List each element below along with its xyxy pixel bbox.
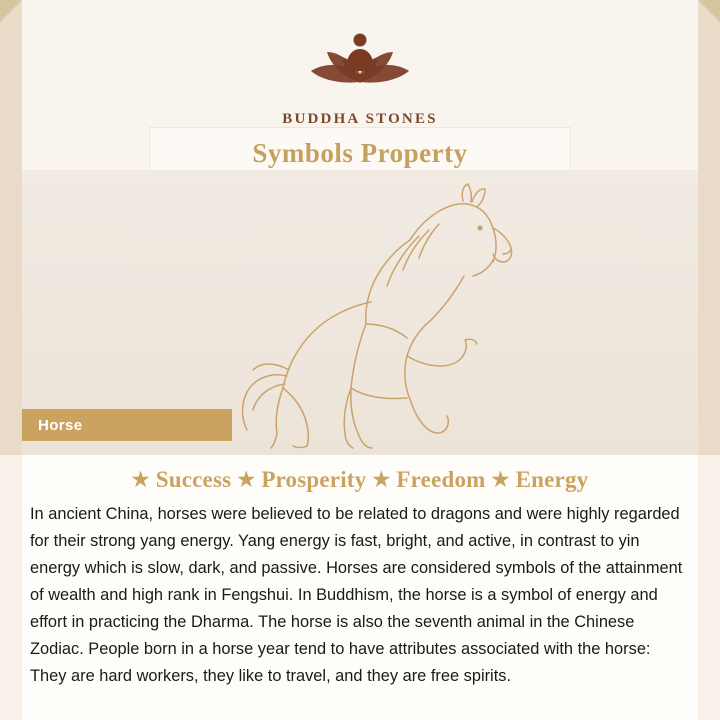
star-icon: ★: [491, 469, 510, 491]
decorative-right-band: [698, 186, 720, 455]
keyword-success: Success: [155, 467, 232, 492]
decorative-corner-top-left: [0, 0, 22, 22]
symbol-label-text: Horse: [38, 416, 83, 434]
symbol-label-tab: [22, 409, 232, 441]
content-panel: [22, 455, 698, 720]
brand-logo: [0, 26, 720, 128]
keyword-energy: Energy: [515, 467, 589, 492]
star-icon: ★: [237, 469, 256, 491]
keyword-list: [22, 467, 698, 493]
keyword-prosperity: Prosperity: [261, 467, 367, 492]
description-paragraph: In ancient China, horses were believed to be related to dragons and were highly regarded for their strong yang energy. Yang energy is fast, bright, and active, in contrast to yin energy which is slow, dark, and passive. Horses are considered symbols of the attainment of wealth and high rank in Fengshui. In Buddhism, the horse is a symbol of energy and effort in practicing the Dharma. The horse is also the seventh animal in the Chinese Zodiac. People born in a horse year tend to have attributes associated with the horse: They are hard workers, they like to travel, and they are free spirits.: [30, 505, 683, 685]
keyword-freedom: Freedom: [396, 467, 486, 492]
brand-name: BUDDHA STONES: [282, 111, 438, 127]
star-icon: ★: [372, 469, 391, 491]
decorative-corner-top-right: [698, 0, 720, 22]
star-icon: ★: [131, 469, 150, 491]
lotus-meditation-icon: [285, 26, 435, 100]
decorative-left-band: [0, 186, 22, 455]
page-title: Symbols Property: [252, 137, 468, 168]
